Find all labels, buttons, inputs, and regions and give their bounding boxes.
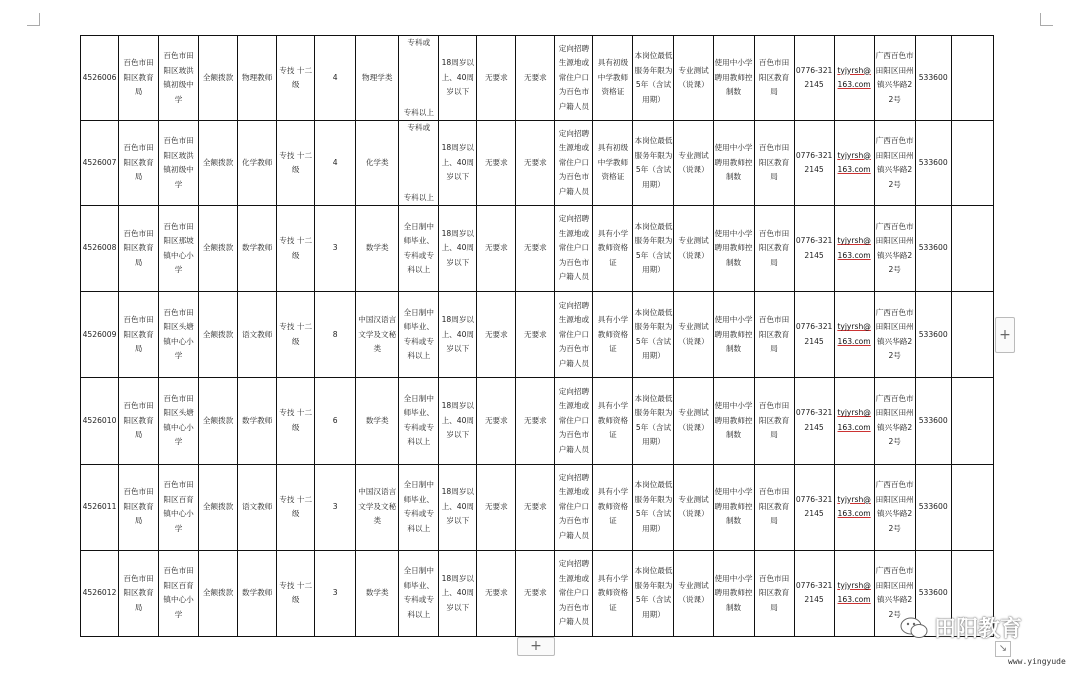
cell-age: 18周岁以上、40周岁以下	[439, 36, 477, 121]
cell-funding: 全额拨款	[199, 36, 238, 121]
cell-dept: 百色市田阳区教育局	[119, 206, 159, 292]
table-row	[81, 550, 994, 636]
cell-dept: 百色市田阳区教育局	[119, 121, 159, 206]
cell-code: 4526011	[81, 464, 119, 550]
cell-req2: 无要求	[516, 36, 555, 121]
cell-unit: 百色市田阳区那坡镇中心小学	[159, 206, 199, 292]
cell-cert: 具有初级中学教师资格证	[593, 121, 633, 206]
cell-email	[834, 292, 874, 378]
cell-code: 4526006	[81, 36, 119, 121]
cell-zip: 533600	[915, 292, 951, 378]
cell-zip: 533600	[915, 464, 951, 550]
cell-age: 18周岁以上、40周岁以下	[439, 121, 477, 206]
cell-req2: 无要求	[516, 550, 555, 636]
cell-major: 中国汉语言文学及文秘类	[356, 292, 399, 378]
cell-funding: 全额拨款	[199, 550, 238, 636]
wechat-icon	[900, 616, 928, 640]
cell-major: 数学类	[356, 378, 399, 464]
cell-phone: 0776-3212145	[794, 378, 834, 464]
cell-age: 18周岁以上、40周岁以下	[439, 464, 477, 550]
cell-target: 定向招聘生源地或常住户口为百色市户籍人员	[555, 464, 593, 550]
cell-zip: 533600	[915, 121, 951, 206]
cell-address: 广西百色市田阳区田州镇兴华路22号	[874, 292, 915, 378]
cell-target: 定向招聘生源地或常住户口为百色市户籍人员	[555, 206, 593, 292]
cell-staff: 使用中小学聘用教师控制数	[713, 206, 754, 292]
cell-education: 全日制中师毕业、专科或专科以上	[399, 464, 439, 550]
cell-service: 本岗位最低服务年限为5年（含试用期）	[633, 550, 674, 636]
cell-funding: 全额拨款	[199, 121, 238, 206]
cell-staff: 使用中小学聘用教师控制数	[713, 292, 754, 378]
cell-target: 定向招聘生源地或常住户口为百色市户籍人员	[555, 292, 593, 378]
cell-authority: 百色市田阳区教育局	[754, 36, 794, 121]
email-link[interactable]: tyjyrsh@163.com	[837, 322, 871, 346]
cell-address: 广西百色市田阳区田州镇兴华路22号	[874, 121, 915, 206]
cell-cert: 具有小学教师资格证	[593, 378, 633, 464]
cell-funding: 全额拨款	[199, 206, 238, 292]
cell-major: 中国汉语言文学及文秘类	[356, 464, 399, 550]
cell-exam: 专业测试（说课）	[674, 550, 713, 636]
cell-education: 全日制中师毕业、专科或专科以上	[399, 292, 439, 378]
cell-staff: 使用中小学聘用教师控制数	[713, 378, 754, 464]
table-resize-handle[interactable]: ↘	[995, 641, 1011, 657]
cell-level: 专技 十二级	[277, 550, 315, 636]
cell-exam: 专业测试（说课）	[674, 464, 713, 550]
cell-position: 物理教师	[238, 36, 277, 121]
email-link[interactable]: tyjyrsh@163.com	[837, 236, 871, 260]
cell-service: 本岗位最低服务年限为5年（含试用期）	[633, 36, 674, 121]
cell-major: 数学类	[356, 206, 399, 292]
cell-funding: 全额拨款	[199, 292, 238, 378]
cell-cert: 具有小学教师资格证	[593, 464, 633, 550]
watermark	[900, 612, 1022, 643]
table-row	[81, 121, 994, 206]
table-row	[81, 206, 994, 292]
cell-phone: 0776-3212145	[794, 292, 834, 378]
cell-level: 专技 十二级	[277, 378, 315, 464]
cell-position: 语文教师	[238, 464, 277, 550]
cell-major: 化学类	[356, 121, 399, 206]
cell-education: 全日制中师毕业、专科或专科以上	[399, 550, 439, 636]
cell-req2: 无要求	[516, 121, 555, 206]
cell-unit: 百色市田阳区玻洪镇初级中学	[159, 121, 199, 206]
cell-phone: 0776-3212145	[794, 206, 834, 292]
cell-position: 数学教师	[238, 206, 277, 292]
cell-service: 本岗位最低服务年限为5年（含试用期）	[633, 464, 674, 550]
cell-count: 3	[315, 550, 356, 636]
cell-authority: 百色市田阳区教育局	[754, 292, 794, 378]
cell-count: 6	[315, 378, 356, 464]
cell-empty	[951, 36, 993, 121]
cell-code: 4526009	[81, 292, 119, 378]
cell-funding: 全额拨款	[199, 464, 238, 550]
cell-phone: 0776-3212145	[794, 36, 834, 121]
cell-authority: 百色市田阳区教育局	[754, 464, 794, 550]
cell-unit: 百色市田阳区头塘镇中心小学	[159, 292, 199, 378]
cell-dept: 百色市田阳区教育局	[119, 550, 159, 636]
cell-education: 专科或 专科以上	[399, 121, 439, 206]
cell-staff: 使用中小学聘用教师控制数	[713, 550, 754, 636]
cell-address: 广西百色市田阳区田州镇兴华路22号	[874, 378, 915, 464]
cell-age: 18周岁以上、40周岁以下	[439, 292, 477, 378]
cell-service: 本岗位最低服务年限为5年（含试用期）	[633, 292, 674, 378]
cell-zip: 533600	[915, 36, 951, 121]
cell-code: 4526010	[81, 378, 119, 464]
cell-req: 无要求	[477, 464, 516, 550]
cell-req: 无要求	[477, 292, 516, 378]
cell-position: 数学教师	[238, 550, 277, 636]
email-link[interactable]: tyjyrsh@163.com	[837, 494, 871, 519]
cell-target: 定向招聘生源地或常住户口为百色市户籍人员	[555, 550, 593, 636]
cell-code: 4526008	[81, 206, 119, 292]
cell-education: 全日制中师毕业、专科或专科以上	[399, 378, 439, 464]
cell-exam: 专业测试（说课）	[674, 292, 713, 378]
cell-email	[834, 464, 874, 550]
cell-empty	[951, 292, 993, 378]
cell-dept: 百色市田阳区教育局	[119, 464, 159, 550]
cell-exam: 专业测试（说课）	[674, 378, 713, 464]
cell-zip: 533600	[915, 206, 951, 292]
cell-level: 专技 十二级	[277, 292, 315, 378]
email-link[interactable]: tyjyrsh@163.com	[837, 580, 871, 605]
cell-authority: 百色市田阳区教育局	[754, 378, 794, 464]
cell-email	[834, 550, 874, 636]
email-link[interactable]: tyjyrsh@163.com	[837, 150, 871, 174]
cell-level: 专技 十二级	[277, 206, 315, 292]
cell-age: 18周岁以上、40周岁以下	[439, 378, 477, 464]
cell-phone: 0776-3212145	[794, 121, 834, 206]
cell-exam: 专业测试（说课）	[674, 121, 713, 206]
cell-req2: 无要求	[516, 292, 555, 378]
cell-age: 18周岁以上、40周岁以下	[439, 550, 477, 636]
watermark-name: 田阳教育	[934, 617, 1023, 642]
cell-zip: 533600	[915, 378, 951, 464]
cell-req2: 无要求	[516, 206, 555, 292]
cell-req2: 无要求	[516, 378, 555, 464]
cell-authority: 百色市田阳区教育局	[754, 206, 794, 292]
cell-count: 3	[315, 206, 356, 292]
cell-req2: 无要求	[516, 464, 555, 550]
table-row	[81, 292, 994, 378]
cell-count: 4	[315, 36, 356, 121]
cell-zip: 533600	[915, 550, 951, 636]
cell-service: 本岗位最低服务年限为5年（含试用期）	[633, 378, 674, 464]
cell-unit: 百色市田阳区百育镇中心小学	[159, 550, 199, 636]
cell-email	[834, 121, 874, 206]
cell-req: 无要求	[477, 121, 516, 206]
cell-staff: 使用中小学聘用教师控制数	[713, 121, 754, 206]
add-row-button[interactable]: +	[995, 317, 1015, 353]
cell-email	[834, 36, 874, 121]
cell-authority: 百色市田阳区教育局	[754, 550, 794, 636]
crop-mark-top-left	[27, 13, 40, 26]
table-row	[81, 464, 994, 550]
email-link[interactable]: tyjyrsh@163.com	[837, 65, 871, 89]
cell-email	[834, 206, 874, 292]
cell-dept: 百色市田阳区教育局	[119, 36, 159, 121]
cell-cert: 具有小学教师资格证	[593, 206, 633, 292]
cell-dept: 百色市田阳区教育局	[119, 378, 159, 464]
cell-service: 本岗位最低服务年限为5年（含试用期）	[633, 206, 674, 292]
cell-email	[834, 378, 874, 464]
cell-staff: 使用中小学聘用教师控制数	[713, 36, 754, 121]
cell-exam: 专业测试（说课）	[674, 206, 713, 292]
cell-unit: 百色市田阳区百育镇中心小学	[159, 464, 199, 550]
add-column-button[interactable]: +	[517, 637, 555, 656]
cell-level: 专技 十二级	[277, 121, 315, 206]
cell-target: 定向招聘生源地或常住户口为百色市户籍人员	[555, 121, 593, 206]
cell-req: 无要求	[477, 550, 516, 636]
cell-position: 化学教师	[238, 121, 277, 206]
cell-major: 物理学类	[356, 36, 399, 121]
cell-empty	[951, 121, 993, 206]
cell-target: 定向招聘生源地或常住户口为百色市户籍人员	[555, 36, 593, 121]
cell-education: 专科或 专科以上	[399, 36, 439, 121]
cell-req: 无要求	[477, 36, 516, 121]
cell-code: 4526007	[81, 121, 119, 206]
table-row	[81, 378, 994, 464]
cell-position: 数学教师	[238, 378, 277, 464]
cell-authority: 百色市田阳区教育局	[754, 121, 794, 206]
cell-empty	[951, 464, 993, 550]
cell-count: 3	[315, 464, 356, 550]
crop-mark-top-right	[1040, 13, 1053, 26]
email-link[interactable]: tyjyrsh@163.com	[837, 408, 871, 432]
cell-req: 无要求	[477, 206, 516, 292]
cell-empty	[951, 378, 993, 464]
watermark-url: www.yingyude	[1008, 657, 1066, 666]
table-row	[81, 36, 994, 121]
cell-phone: 0776-3212145	[794, 464, 834, 550]
cell-code: 4526012	[81, 550, 119, 636]
cell-level: 专技 十二级	[277, 464, 315, 550]
cell-funding: 全额拨款	[199, 378, 238, 464]
cell-empty	[951, 206, 993, 292]
cell-position: 语文教师	[238, 292, 277, 378]
cell-address: 广西百色市田阳区田州镇兴华路22号	[874, 36, 915, 121]
cell-exam: 专业测试（说课）	[674, 36, 713, 121]
cell-unit: 百色市田阳区头塘镇中心小学	[159, 378, 199, 464]
cell-service: 本岗位最低服务年限为5年（含试用期）	[633, 121, 674, 206]
recruitment-table	[80, 35, 994, 637]
cell-staff: 使用中小学聘用教师控制数	[713, 464, 754, 550]
cell-count: 8	[315, 292, 356, 378]
cell-target: 定向招聘生源地或常住户口为百色市户籍人员	[555, 378, 593, 464]
cell-cert: 具有初级中学教师资格证	[593, 36, 633, 121]
cell-address: 广西百色市田阳区田州镇兴华路22号	[874, 464, 915, 550]
cell-address: 广西百色市田阳区田州镇兴华路22号	[874, 550, 915, 636]
cell-dept: 百色市田阳区教育局	[119, 292, 159, 378]
cell-req: 无要求	[477, 378, 516, 464]
cell-age: 18周岁以上、40周岁以下	[439, 206, 477, 292]
cell-phone: 0776-3212145	[794, 550, 834, 636]
cell-cert: 具有小学教师资格证	[593, 292, 633, 378]
cell-address: 广西百色市田阳区田州镇兴华路22号	[874, 206, 915, 292]
cell-education: 全日制中师毕业、专科或专科以上	[399, 206, 439, 292]
cell-unit: 百色市田阳区玻洪镇初级中学	[159, 36, 199, 121]
cell-level: 专技 十二级	[277, 36, 315, 121]
cell-major: 数学类	[356, 550, 399, 636]
cell-count: 4	[315, 121, 356, 206]
cell-cert: 具有小学教师资格证	[593, 550, 633, 636]
